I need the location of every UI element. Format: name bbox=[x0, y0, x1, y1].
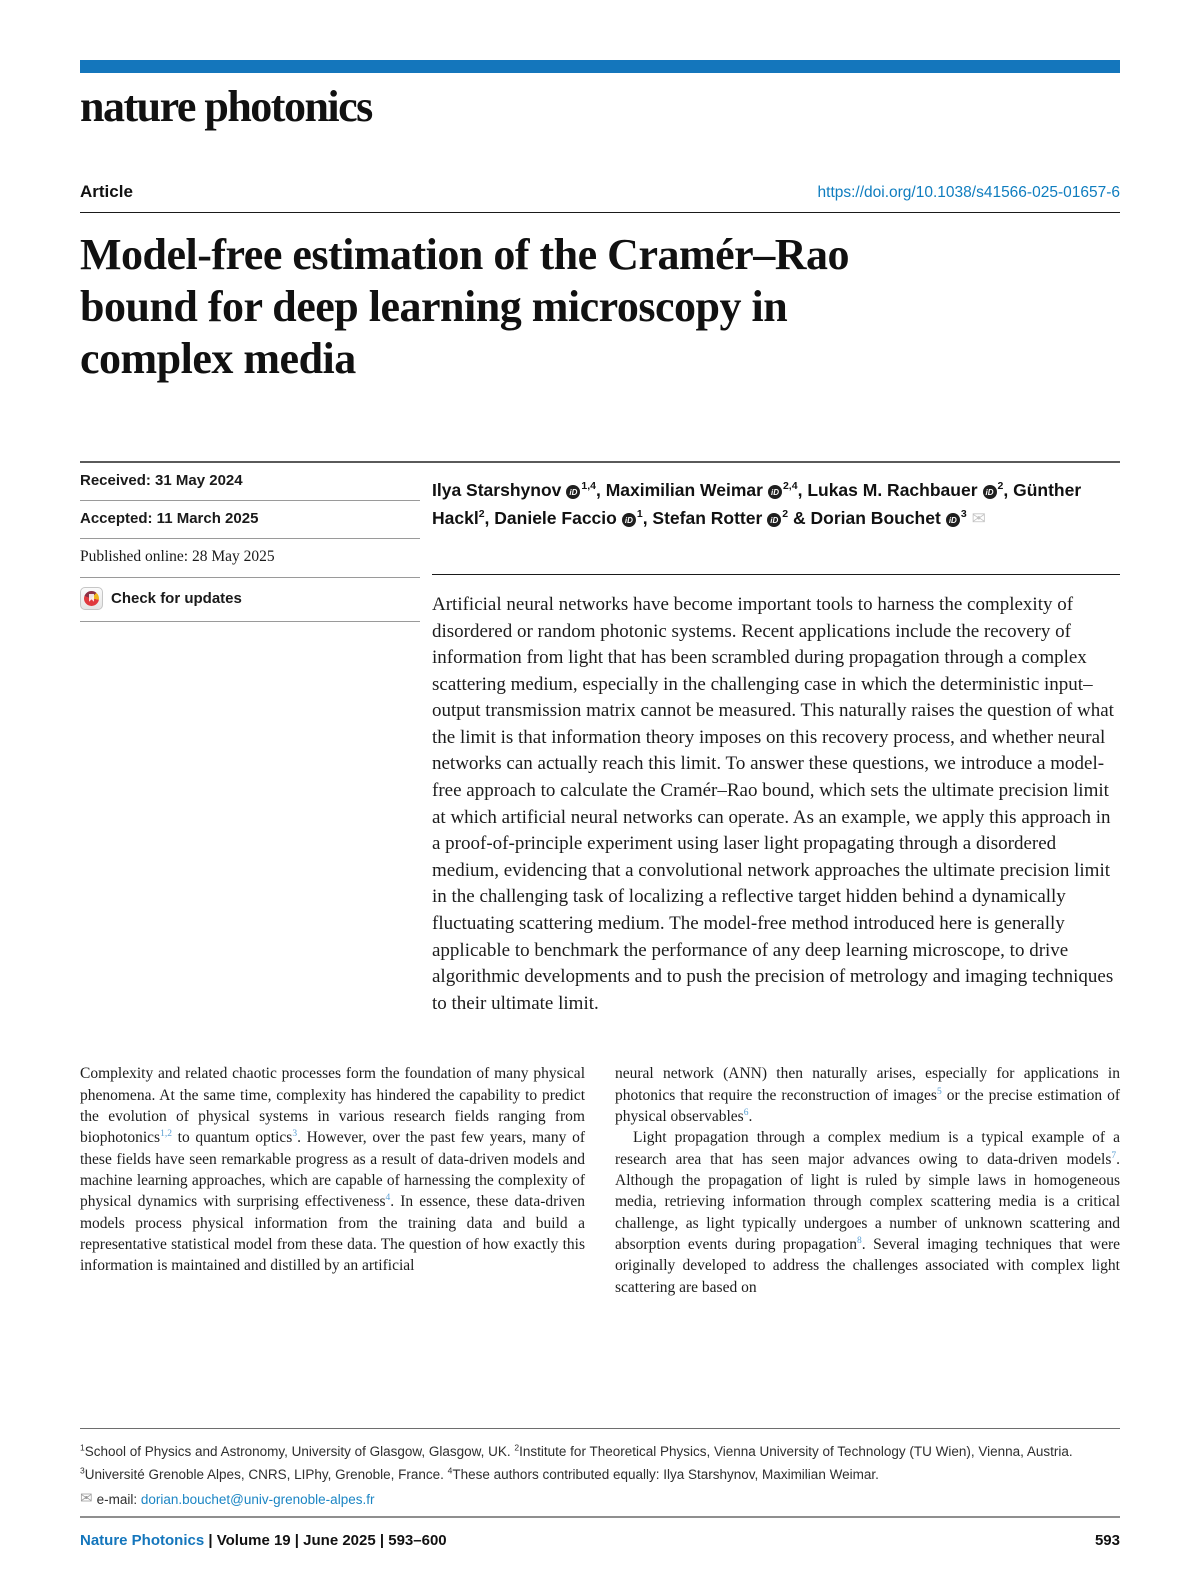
envelope-icon[interactable]: ✉ bbox=[971, 508, 986, 528]
orcid-icon[interactable]: iD bbox=[946, 513, 960, 527]
abstract-text: Artificial neural networks have become important tools to harness the complexity of disordered or random photonic systems. Recent applications include the recovery of information from light that has been scrambled during propagation through a complex scattering medium, especially in the challenging case in which the deterministic input–output transmission matrix cannot be measured. This naturally raises the question of what the limit is that information theory imposes on this recovery process, and whether neural networks can actually reach this limit. To answer these questions, we introduce a model-free approach to calculate the Cramér–Rao bound, which sets the ultimate precision limit at which artificial neural networks can operate. As an example, we apply this approach in a proof-of-principle experiment using laser light propagating through a disordered medium, evidencing that a convolutional network approaches the ultimate precision limit in the challenging task of localizing a reflective target hidden behind a dynamically fluctuating scattering medium. The model-free method introduced here is generally applicable to benchmark the performance of any deep learning microscope, to drive algorithmic developments and to push the precision of metrology and imaging techniques to their ultimate limit. bbox=[432, 593, 1114, 1014]
body-column-left bbox=[80, 1063, 585, 1297]
affiliations-text: $^1$School of Physics and Astronomy, University of Glasgow, Glasgow, UK. $^2$Institute for Theoretical Physics, Vienna University of Technology (TU Wien), Vienna, Austria. $^3$Université Grenoble Alpes, CNRS, LIPhy, Grenoble, France. $^4$These authors contributed equally: Ilya Starshynov, Maximilian Weimar. bbox=[80, 1442, 1073, 1483]
author-name: Daniele Faccio bbox=[494, 507, 617, 528]
body-column-right bbox=[615, 1063, 1120, 1297]
received-date: Received: 31 May 2024 bbox=[80, 463, 420, 501]
email-link[interactable]: dorian.bouchet@univ-grenoble-alpes.fr bbox=[140, 1491, 375, 1507]
crossmark-icon bbox=[80, 587, 103, 610]
author-name: Günther Hackl bbox=[432, 479, 1082, 528]
published-date: Published online: 28 May 2025 bbox=[80, 539, 420, 578]
page-title: Model-free estimation of the Cramér–Rao bound for deep learning microscopy in complex media bbox=[80, 230, 849, 383]
footer-page-number: 593 bbox=[1094, 1532, 1120, 1549]
orcid-icon[interactable]: iD bbox=[983, 485, 997, 499]
author-name: Lukas M. Rachbauer bbox=[807, 479, 978, 500]
author-name: Stefan Rotter bbox=[652, 507, 763, 528]
article-type-label: Article bbox=[80, 182, 133, 201]
page-footer bbox=[80, 1516, 1120, 1549]
author-name: Dorian Bouchet bbox=[810, 507, 941, 528]
footer-issue-info: | Volume 19 | June 2025 | 593–600 bbox=[204, 1532, 447, 1549]
accepted-date: Accepted: 11 March 2025 bbox=[80, 501, 420, 539]
orcid-icon[interactable]: iD bbox=[622, 513, 636, 527]
author-name: Maximilian Weimar bbox=[605, 479, 763, 500]
check-for-updates[interactable] bbox=[80, 578, 420, 622]
author-line: Ilya Starshynov iD$^{1,4}$, Maximilian Weimar iD$^{2,4}$, Lukas M. Rachbauer iD$^2$, Günther Hackl$^2$, Daniele Faccio iD$^1$, Stefan Rotter iD$^2$ & Dorian Bouchet iD$^3$ ✉ bbox=[432, 479, 1082, 528]
abstract-section bbox=[432, 574, 1120, 1018]
orcid-icon[interactable]: iD bbox=[566, 485, 580, 499]
body-paragraph: neural network (ANN) then naturally arises, especially for applications in photonics that require the reconstruction of images$^5$ or the precise estimation of physical observables$^6$. bbox=[615, 1065, 1120, 1126]
doi-link[interactable]: https://doi.org/10.1038/s41566-025-01657-6 bbox=[817, 184, 1120, 201]
body-text bbox=[80, 1063, 1120, 1297]
header-divider bbox=[80, 212, 1120, 213]
brand-color-bar bbox=[80, 60, 1120, 73]
author-name: Ilya Starshynov bbox=[432, 479, 562, 500]
footnotes-section bbox=[80, 1428, 1120, 1512]
check-for-updates-label: Check for updates bbox=[111, 589, 242, 607]
footer-journal-link[interactable]: Nature Photonics bbox=[80, 1532, 205, 1549]
body-paragraph: Light propagation through a complex medium is a typical example of a research area that has seen major advances owing to data-driven models$^7$. Although the propagation of light is ruled by simple laws in homogeneous media, retrieving information through complex scattering media is a critical challenge, as light typically undergoes a number of unknown scattering and absorption events during propagation$^8$. Several imaging techniques that were originally developed to address the challenges associated with complex light scattering are based on bbox=[615, 1129, 1120, 1296]
metadata-panel bbox=[80, 463, 420, 1018]
orcid-icon[interactable]: iD bbox=[768, 485, 782, 499]
envelope-icon: ✉ bbox=[80, 1490, 93, 1508]
orcid-icon[interactable]: iD bbox=[767, 513, 781, 527]
email-label: e-mail: bbox=[96, 1491, 138, 1507]
journal-logo: nature photonics bbox=[80, 82, 372, 131]
body-paragraph: Complexity and related chaotic processes form the foundation of many physical phenomena. At the same time, complexity has hindered the capability to predict the evolution of physical systems in various research fields ranging from biophotonics$^{1,2}$ to quantum optics$^3$. However, over the past few years, many of these fields have seen remarkable progress as a result of data-driven models and machine learning approaches, which are capable of harnessing the complexity of physical dynamics with surprising effectiveness$^4$. In essence, these data-driven models process physical information from the training data and build a representative statistical model from these data. The question of how exactly this information is maintained and distilled by an artificial bbox=[80, 1065, 585, 1275]
footer-citation bbox=[80, 1532, 447, 1549]
